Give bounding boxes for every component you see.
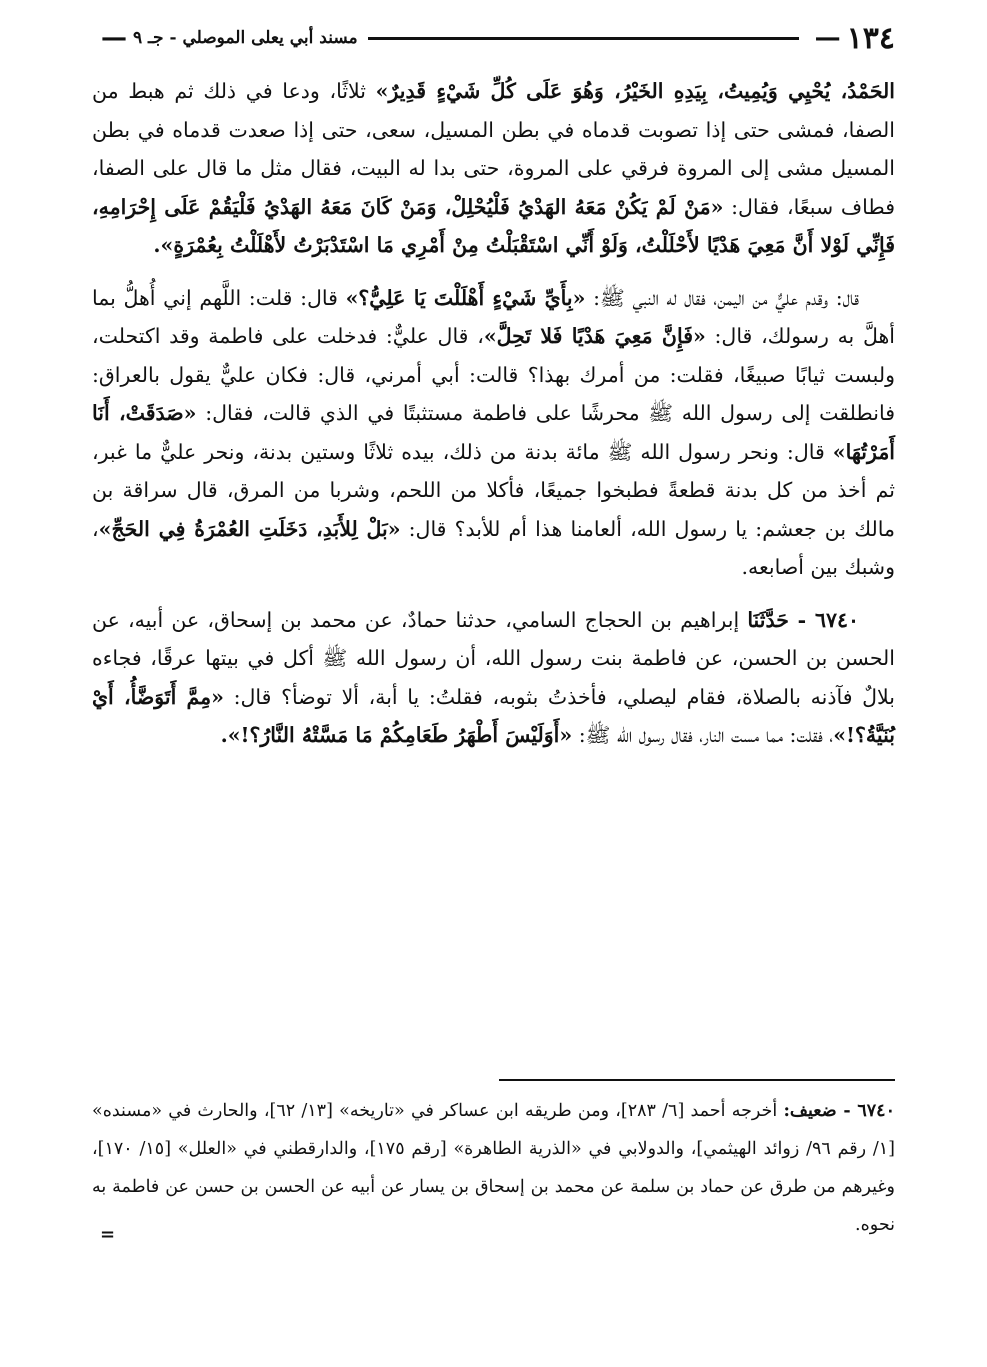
text-run: ، فقلت: مما مست النار، فقال رسول الله ﷺ:: [572, 723, 834, 747]
text-run: ، وشبك بين أصابعه.: [92, 516, 895, 579]
header-rule: [368, 37, 799, 40]
hadith-quote: الحَمْدُ، يُحْيِي وَيُمِيتُ، بِيَدِهِ الخَيْرُ، وَهُوَ عَلَى كُلِّ شَيْءٍ قَدِيرٌ»: [375, 79, 895, 103]
hadith-number: ٦٧٤٠ - حَدَّثَنَا: [747, 607, 860, 632]
continuation-mark: =: [100, 1224, 116, 1245]
text-run: ثلاثًا، ودعا في ذلك ثم هبط من الصفا، فمشى حتى إذا تصوبت قدماه في بطن المسيل، سعى، حتى إذا صعدت قدماه في بطن المسيل مشى إلى المروة فرقي على المروة، حتى بدا له البيت، فقال مثل ما قال على الصفا، فطاف سبعًا، فقال:: [92, 79, 895, 219]
hadith-quote: «مِمَّ أَتَوَضَّأُ، أَيْ بُنَيَّةُ؟!»: [92, 684, 895, 747]
hadith-quote: «فَإِنَّ مَعِيَ هَدْيًا فَلا تَحِلَّ»: [483, 324, 706, 348]
footnote-6740: [92, 1092, 895, 1244]
footnote-text: أخرجه أحمد [٦/ ٢٨٣]، ومن طريقه ابن عساكر في «تاريخه» [١٣/ ٦٢]، والحارث في «مسنده» [١/ رقم ٩٦/ زوائد الهيثمي]، والدولابي في «الذرية الطاهرة» [رقم ١٧٥]، والدارقطني في «العلل» [١٥/ ١٧٠]، وغيرهم من طرق عن حماد بن سلمة عن محمد بن إسحاق بن يسار عن أبيه عن الحسن بن حسن عن فاطمة به نحوه.: [92, 1101, 895, 1235]
footnotes: [92, 1092, 895, 1244]
paragraph-gap: [92, 265, 895, 279]
text-run: إبراهيم بن الحجاج السامي، حدثنا حمادٌ، عن محمد بن إسحاق، عن أبيه، عن الحسن بن الحسن، عن فاطمة بنت رسول الله، أن رسول الله ﷺ أكل في بيتها عرقًا، فجاءه بلالٌ فآذنه بالصلاة، فقام ليصلي، فأخذتُ بثوبه، فقلتُ: يا أبة، ألا توضأ؟ قال:: [92, 607, 895, 709]
hadith-quote: «صَدَقَتْ، أَنَا أَمَرْتُهَا»: [92, 401, 895, 464]
text-run: قال: ونحر رسول الله ﷺ مائة بدنة من ذلك، بيده ثلاثًا وستين بدنة، ونحر عليٌّ ما غبر، ثم أخذ من كل بدنة قطعةً فطبخوا جميعًا، فأكلا من اللحم، وشربا من المرق، قال سراقة بن مالك بن جعشم: يا رسول الله، ألعامنا هذا أم للأبد؟ قال:: [92, 439, 895, 541]
text-run: قال: قلت: اللَّهم إني أُهلُّ بما أهلَّ به رسولك، قال:: [92, 285, 896, 348]
header-dash: —: [814, 23, 841, 53]
page-header: [95, 18, 895, 58]
hadith-quote: «بَلْ لِلأَبَدِ، دَخَلَتِ العُمْرَةُ فِي الحَجِّ»: [98, 516, 401, 541]
hadith-quote: «أَوَلَيْسَ أَطْهَرُ طَعَامِكُمْ مَا مَسَّتْهُ النَّارُ؟!».: [220, 723, 573, 747]
text-run: قال: وقدم عليٌّ من اليمن، فقال له النبي ﷺ:: [585, 285, 859, 310]
main-text: [92, 72, 895, 755]
paragraph-1: [92, 72, 895, 265]
header-trail-dash: —: [101, 23, 127, 53]
footnote-label: ٦٧٤٠ - ضعيف:: [783, 1101, 895, 1121]
footnote-separator: [499, 1079, 895, 1081]
paragraph-gap: [92, 587, 895, 601]
hadith-quote: «بِأَيِّ شَيْءٍ أَهْلَلْتَ يَا عَلِيُّ؟»: [345, 285, 586, 310]
page-number: ١٣٤: [846, 20, 895, 56]
running-title: مسند أبي يعلى الموصلي - جـ ٩: [133, 28, 358, 48]
hadith-quote: «مَنْ لَمْ يَكُنْ مَعَهُ الهَدْيُ فَلْيُحْلِلْ، وَمَنْ كَانَ مَعَهُ الهَدْيُ فَلْيَقُمْ عَلَى إِحْرَامِهِ، فَإِنِّي لَوْلا أَنَّ مَعِيَ هَدْيًا لأَحْلَلْتُ، وَلَوْ أَنِّي اسْتَقْبَلْتُ مِنْ أَمْرِي مَا اسْتَدْبَرْتُ لأَهْلَلْتُ بِعُمْرَةٍ».: [92, 194, 895, 257]
text-run: ، قال عليٌّ: فدخلت على فاطمة وقد اكتحلت، ولبست ثيابًا صبيغًا، فقلت: من أمرك بهذا؟ قالت: أبي أمرني، قال: فكان عليٌّ يقول بالعراق: فانطلقت إلى رسول الله ﷺ محرشًا على فاطمة مستثبتًا في الذي قالت، فقال:: [92, 324, 895, 425]
paragraph-2: [92, 279, 895, 587]
paragraph-3: [92, 601, 895, 755]
